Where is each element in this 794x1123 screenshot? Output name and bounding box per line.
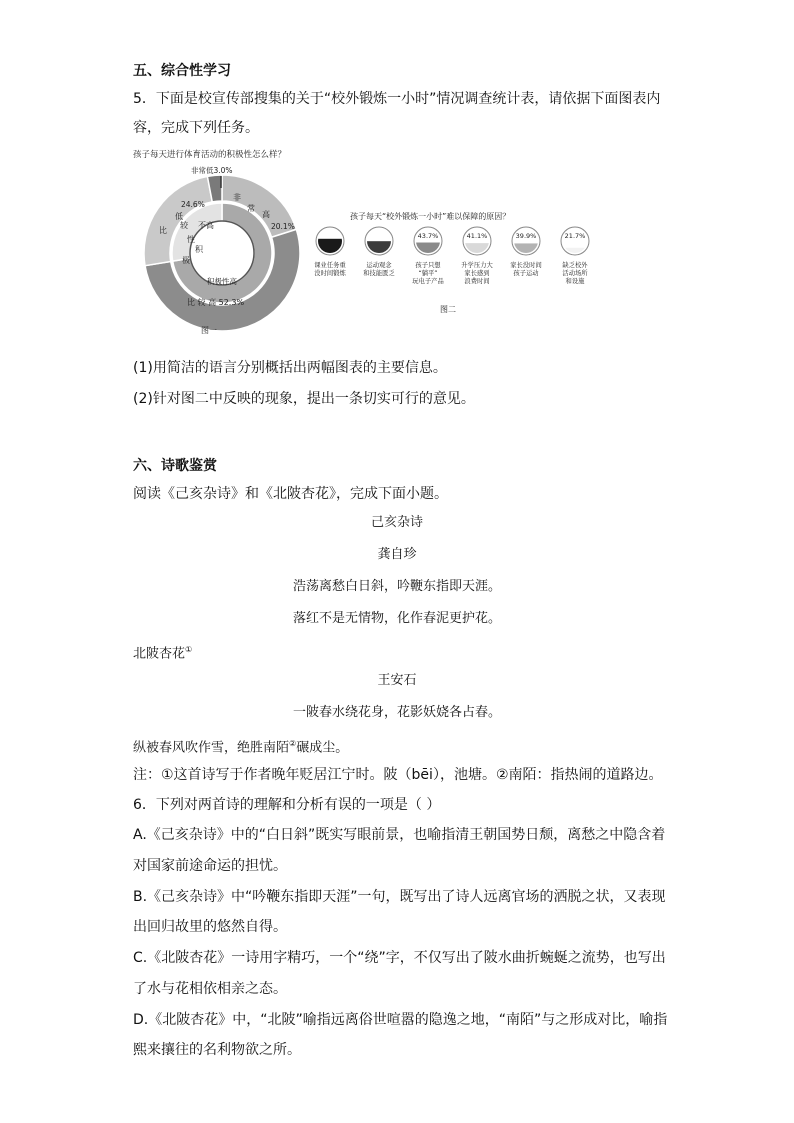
gauge-category-label: 玩电子产品 xyxy=(412,278,444,285)
section5-heading: 五、综合性学习 xyxy=(133,63,231,79)
poem2-line2-part1: 纵被春风吹作雪，绝胜南陌 xyxy=(133,740,290,756)
gauge-category-label: 家长感到 xyxy=(464,270,490,277)
q5-text-line1: 5．下面是校宣传部搜集的关于“校外锻炼一小时”情况调查统计表，请依据下面图表内 xyxy=(133,91,661,107)
gauge-category-label: 缺乏校外 xyxy=(562,262,588,269)
option-c-line2: 了水与花相依相亲之态。 xyxy=(133,981,287,997)
gauge-category-label: 浪费时间 xyxy=(464,278,490,285)
section6-intro: 阅读《己亥杂诗》和《北陂杏花》，完成下面小题。 xyxy=(133,486,448,502)
segment-text-gao: 高 xyxy=(262,210,270,219)
option-d-line2: 熙来攘往的名利物欲之所。 xyxy=(133,1042,301,1058)
figure1-caption: 图一 xyxy=(201,326,217,335)
task1-text: (1)用简洁的语言分别概括出两幅图表的主要信息。 xyxy=(133,360,447,376)
poem1-title: 己亥杂诗 xyxy=(370,515,423,530)
gauge-category-label: 运动观念 xyxy=(366,262,392,269)
figure2-title: 孩子每天“校外锻炼一小时”难以保障的原因？ xyxy=(350,212,511,221)
poem-note: 注：①这首诗写于作者晚年贬居江宁时。陂（bēi），池塘。②南陌：指热闹的道路边。 xyxy=(133,767,663,783)
poem2-line2-part2: 碾成尘。 xyxy=(296,740,349,756)
figure1-donut-chart xyxy=(125,145,310,345)
poem2-author: 王安石 xyxy=(377,673,417,688)
option-b-line1: B.《己亥杂诗》中“吟鞭东指即天涯”一句，既写出了诗人远离官场的洒脱之状，又表现 xyxy=(133,889,666,905)
gauges xyxy=(314,227,589,285)
poem2-title-text: 北陂杏花 xyxy=(133,646,186,662)
option-a-line2: 对国家前途命运的担忧。 xyxy=(133,858,287,874)
figure2-caption: 图二 xyxy=(440,305,456,314)
gauge-category-label: 没时间锻炼 xyxy=(314,270,346,277)
poem2-title-note: ① xyxy=(185,645,193,654)
inner-label-ji2: 极 xyxy=(182,256,190,265)
slice-label-somewhat-high: 比 较 高 52.3% xyxy=(187,298,245,307)
gauge-category-label: 家长没时间 xyxy=(510,262,542,269)
gauge-value-label: 21.7% xyxy=(564,232,586,240)
gauge-value-label: 59.2% xyxy=(319,232,341,240)
gauge-category-label: 活动场所 xyxy=(562,270,588,277)
gauge-category-label: 课业任务重 xyxy=(314,262,346,269)
poem2-title xyxy=(133,640,192,664)
figure1-title: 孩子每天进行体育活动的积极性怎么样？ xyxy=(133,150,287,160)
gauge-value-label: 41.1% xyxy=(466,232,488,240)
poem2-line2 xyxy=(133,734,348,758)
segment-text-chang: 常 xyxy=(247,204,255,213)
poem2-line2-note: ② xyxy=(289,739,297,748)
figure2-circle-chart xyxy=(308,205,608,315)
slice-label-somewhat-low: 24.6% xyxy=(181,200,205,209)
gauge-category-label: 升学压力大 xyxy=(461,262,493,269)
option-d-line1: D.《北陂杏花》中，“北陂”喻指远离俗世喧嚣的隐逸之地，“南陌”与之形成对比，喻指 xyxy=(133,1012,668,1028)
segment-text-bi: 比 xyxy=(159,226,167,235)
slice-label-very-high: 20.1% xyxy=(271,222,295,231)
task2-text: (2)针对图二中反映的现象，提出一条切实可行的意见。 xyxy=(133,391,475,407)
slice-label-very-low: 非常低3.0% xyxy=(191,166,233,175)
gauge-category-label: 孩子运动 xyxy=(513,270,539,277)
option-c-line1: C.《北陂杏花》一诗用字精巧，一个“绕”字，不仅写出了陂水曲折蜿蜒之流势，也写出 xyxy=(133,950,666,966)
inner-label-xing: 性 xyxy=(187,235,195,244)
poem1-line2: 落红不是无情物，化作春泥更护花。 xyxy=(292,611,501,626)
segment-text-low-1: 低 xyxy=(175,212,183,221)
gauge-category-label: “躺平” xyxy=(418,270,438,277)
q6-text: 6．下列对两首诗的理解和分析有误的一项是（ ） xyxy=(133,797,441,813)
inner-label-high: 积极性高 xyxy=(207,277,237,286)
gauge-value-label: 39.9% xyxy=(515,232,537,240)
gauge-category-label: 和技能匮乏 xyxy=(363,270,395,277)
gauge-category-label: 和设施 xyxy=(565,278,585,285)
option-a-line1: A.《己亥杂诗》中的“白日斜”既实写眼前景，也喻指清王朝国势日颓，离愁之中隐含着 xyxy=(133,827,666,843)
poem1-line1: 浩荡离愁白日斜，吟鞭东指即天涯。 xyxy=(292,579,501,594)
gauge-category-label: 孩子只想 xyxy=(415,262,441,269)
gauge-value-label: 49.2% xyxy=(368,232,390,240)
poem1-author: 龚自珍 xyxy=(377,547,417,562)
segment-text-non: 非 xyxy=(233,193,241,202)
inner-label-not-high: 不高 xyxy=(198,221,214,230)
inner-label-ji: 积 xyxy=(195,245,203,254)
option-b-line2: 出回归故里的悠然自得。 xyxy=(133,919,287,935)
section6-heading: 六、诗歌鉴赏 xyxy=(133,458,217,474)
poem2-line1: 一陂春水绕花身，花影妖娆各占春。 xyxy=(292,705,501,720)
segment-text-jiao: 较 xyxy=(180,221,188,230)
gauge-value-label: 43.7% xyxy=(417,232,439,240)
q5-text-line2: 容，完成下列任务。 xyxy=(133,120,259,136)
